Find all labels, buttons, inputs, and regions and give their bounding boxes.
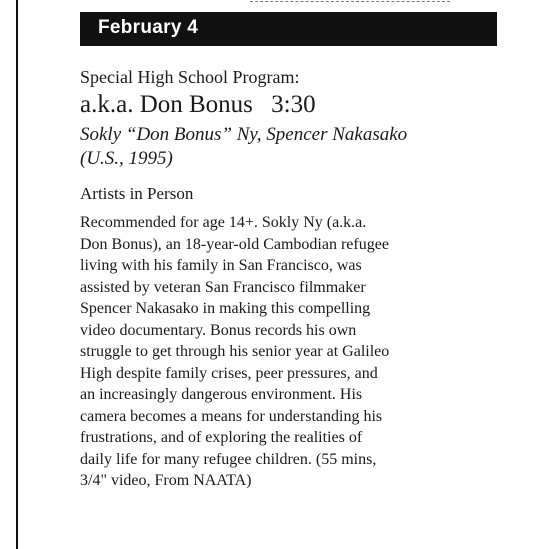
film-credits-names: Sokly “Don Bonus” Ny, Spencer Nakasako xyxy=(80,124,408,145)
program-listing xyxy=(80,66,520,492)
film-credits-origin: (U.S., 1995) xyxy=(80,148,173,169)
film-title: a.k.a. Don Bonus xyxy=(80,91,253,118)
program-label: Special High School Program: xyxy=(80,67,300,87)
screening-time: 3:30 xyxy=(271,91,316,118)
artists-note: Artists in Person xyxy=(80,184,194,203)
film-description: Recommended for age 14+. Sokly Ny (a.k.a. Don Bonus), an 18-year-old Cambodian refugee living with his family in San Francisco, was assisted by veteran San Francisco filmmaker Spencer Nakasako in making this compelling video documentary. Bonus records his own struggle to get through his senior year at Galileo High despite family crises, peer pressures, and an increasingly dangerous environment. His camera becomes a means for understanding his frustrations, and of exploring the realities of daily life for many refugee children. (55 mins, 3/4" video, From NAATA) xyxy=(80,214,390,489)
date-heading: February 4 xyxy=(98,17,199,38)
date-header-bar xyxy=(80,12,497,46)
top-dashed-rule xyxy=(250,1,450,2)
film-credits xyxy=(80,123,520,171)
film-title-row xyxy=(80,90,520,120)
left-border-rule xyxy=(16,0,18,549)
